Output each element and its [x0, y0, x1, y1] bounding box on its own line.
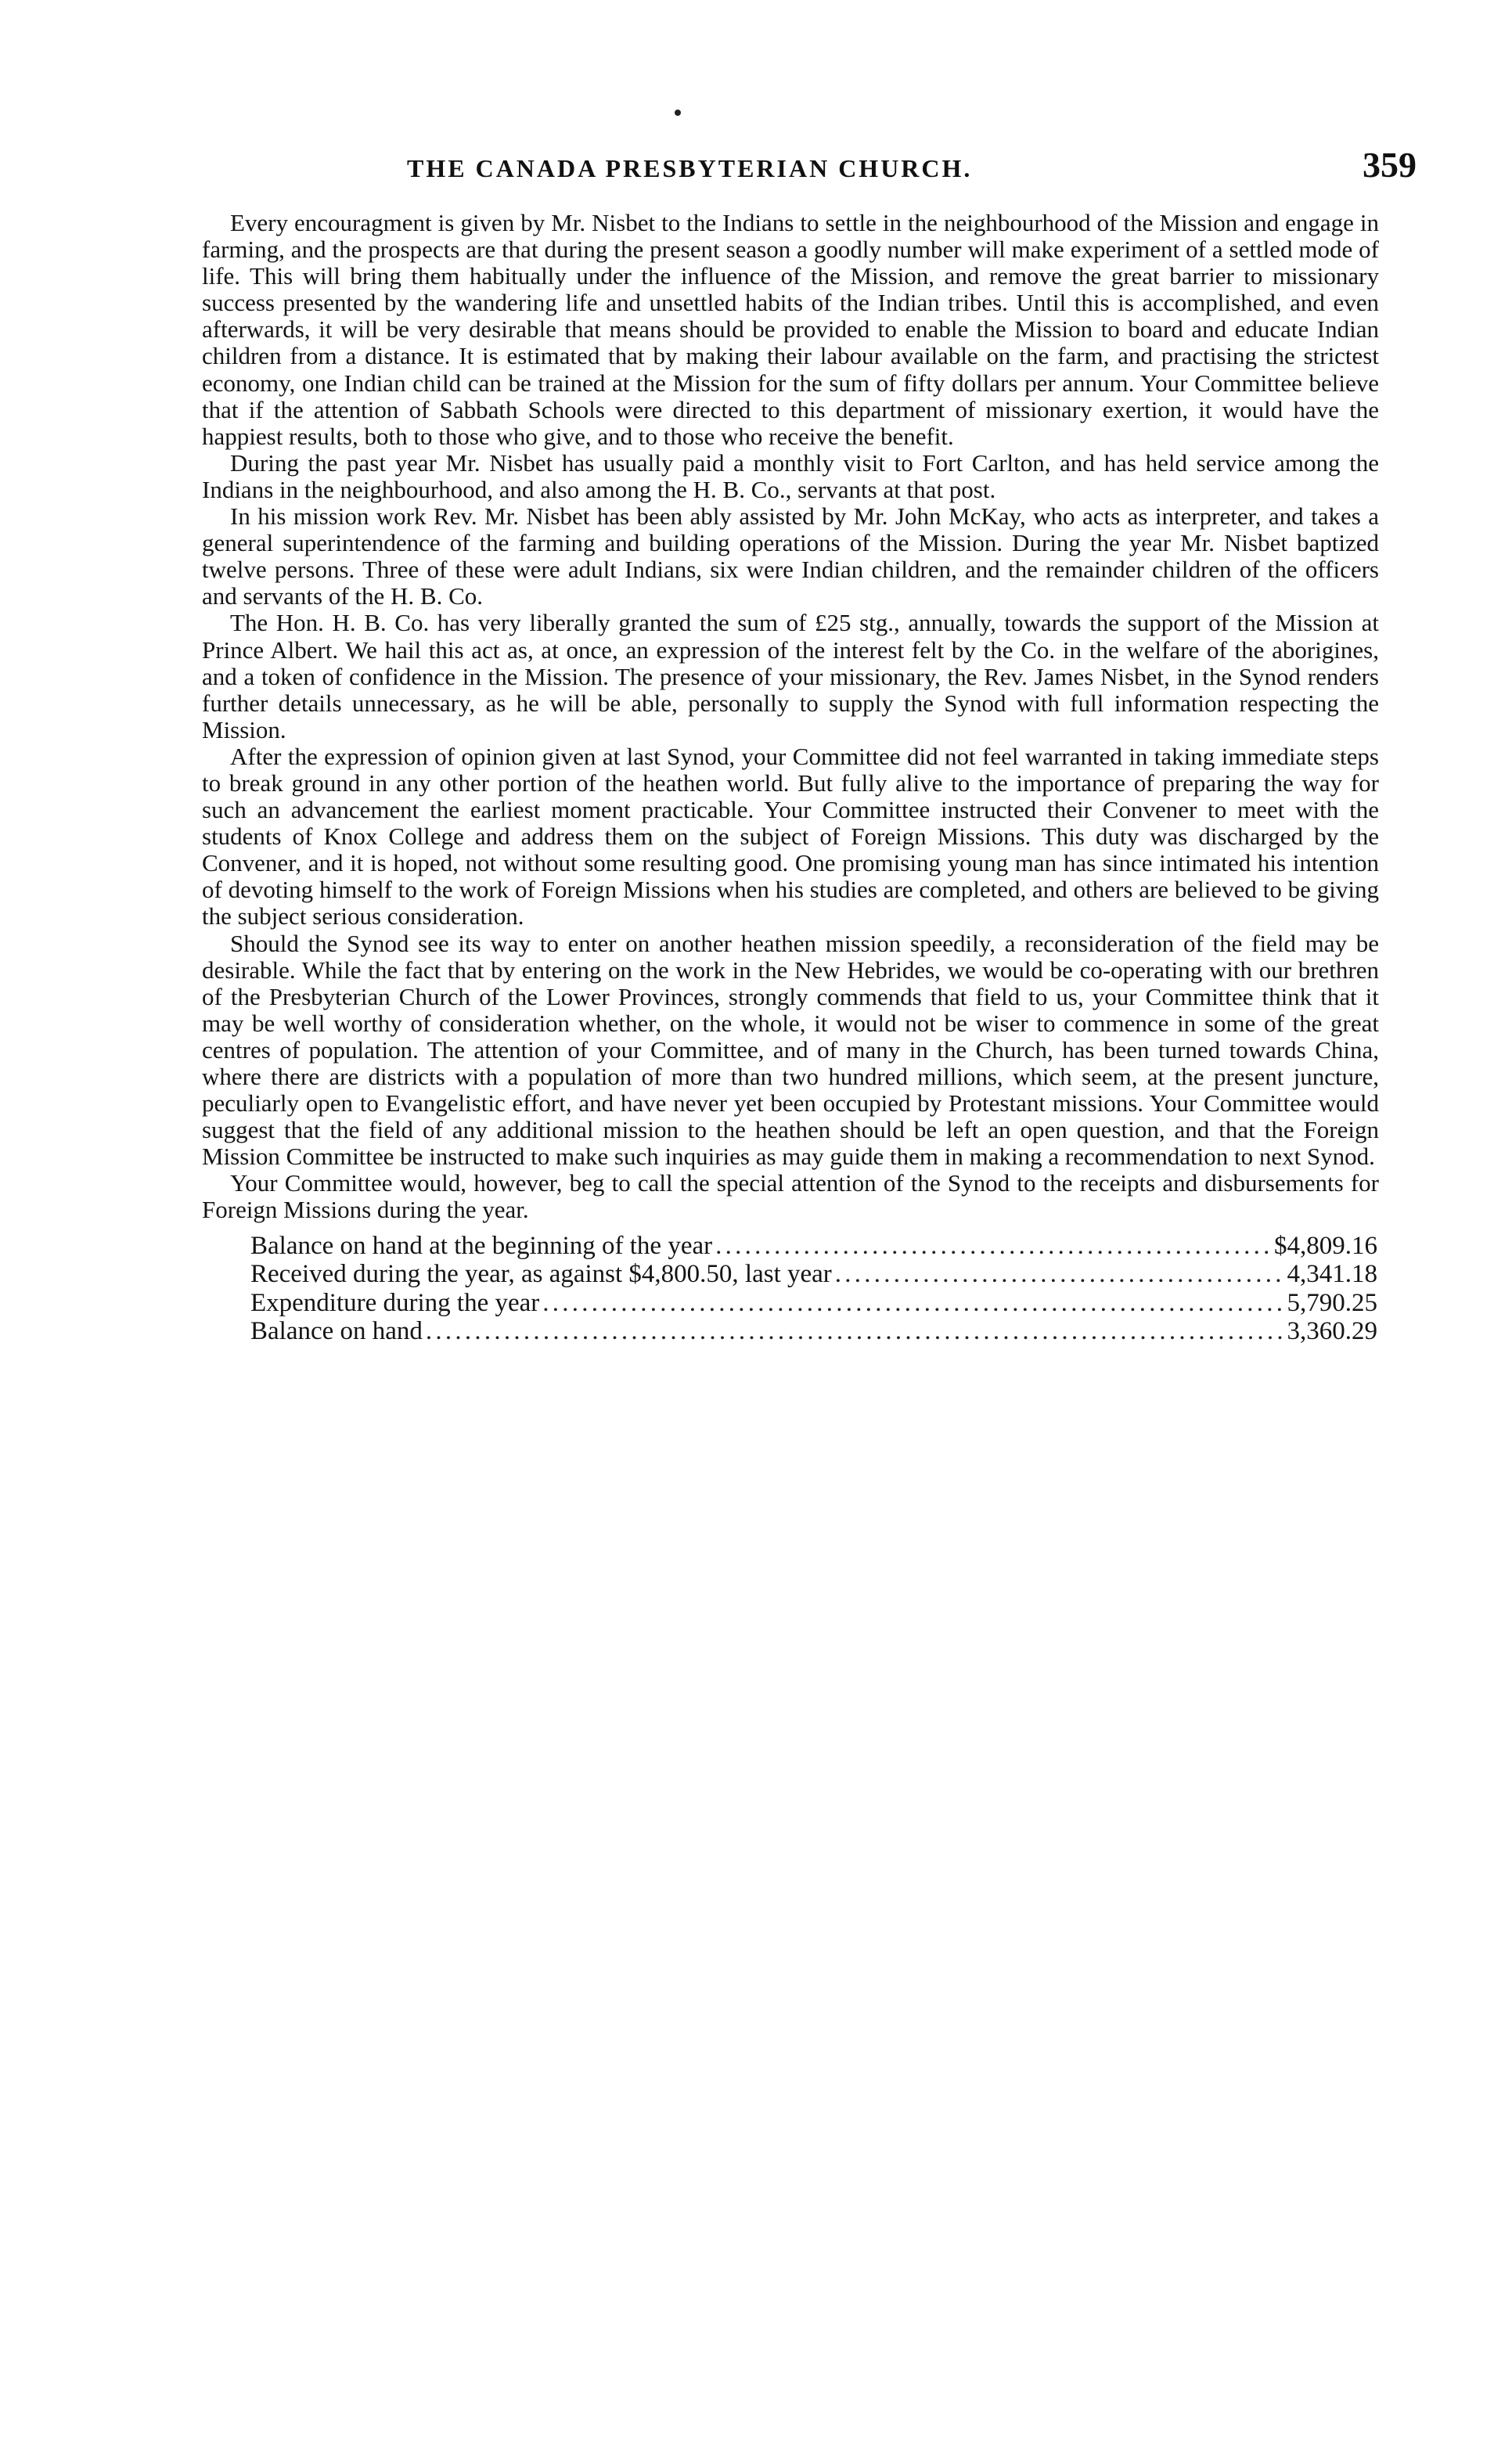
page-header	[407, 144, 1417, 194]
page-number: 359	[1363, 145, 1417, 185]
printer-mark	[675, 110, 681, 116]
paragraph: The Hon. H. B. Co. has very liberally granted the sum of £25 stg., annually, towards the support of the Mission at Prince Albert. We hail this act as, at once, an expression of the interest felt by the Co. in the welfare of the aborigines, and a token of confidence in the Mission. The presence of your missionary, the Rev. James Nisbet, in the Synod renders further details unnecessary, as he will be able, personally to supply the Synod with full information respecting the Mission.	[202, 609, 1379, 743]
paragraph: Your Committee would, however, beg to call the special attention of the Synod to the receipts and disbursements for Foreign Missions during the year.	[202, 1169, 1379, 1224]
accounts-ledger	[202, 1232, 1377, 1346]
ledger-amount: $4,809.16	[1274, 1231, 1377, 1260]
ledger-amount: 4,341.18	[1287, 1260, 1377, 1289]
paragraph: Should the Synod see its way to enter on another heathen mission speedily, a reconsideration of the field may be desirable. While the fact that by entering on the work in the New Hebrides, we would be co-operating with our brethren of the Presbyterian Church of the Lower Provinces, strongly commends that field to us, your Committee think that it may be well worthy of consideration whether, on the whole, it would not be wiser to commence in some of the great centres of population. The attention of your Committee, and of many in the Church, has been turned towards China, where there are districts with a population of more than two hundred millions, which seem, at the present juncture, peculiarly open to Evangelistic effort, and have never yet been occupied by Protestant missions. Your Committee would suggest that the field of any additional mission to the heathen should be left an open question, and that the Foreign Mission Committee be instructed to make such inquiries as may guide them in making a recommendation to next Synod.	[202, 929, 1379, 1171]
ledger-row	[250, 1260, 1377, 1289]
dot-leader	[542, 1289, 1283, 1318]
ledger-row	[250, 1289, 1377, 1318]
running-head: THE CANADA PRESBYTERIAN CHURCH.	[407, 154, 973, 182]
paragraph: Every encouragment is given by Mr. Nisbet to the Indians to settle in the neighbourhood of the Mission and engage in farming, and the prospects are that during the present season a goodly number will make experiment of a settled mode of life. This will bring them habitually under the influence of the Mission, and remove the great barrier to missionary success presented by the wandering life and unsettled habits of the Indian tribes. Until this is accomplished, and even afterwards, it will be very desirable that means should be provided to enable the Mission to board and educate Indian children from a distance. It is estimated that by making their labour available on the farm, and practising the strictest economy, one Indian child can be trained at the Mission for the sum of fifty dollars per annum. Your Committee believe that if the attention of Sabbath Schools were directed to this department of missionary exertion, it would have the happiest results, both to those who give, and to those who receive the benefit.	[202, 209, 1379, 450]
paragraph: During the past year Mr. Nisbet has usually paid a monthly visit to Fort Carlton, and has held service among the Indians in the neighbourhood, and also among the H. B. Co., servants at that post.	[202, 448, 1379, 503]
paragraph: In his mission work Rev. Mr. Nisbet has been ably assisted by Mr. John McKay, who acts as interpreter, and takes a general superintendence of the farming and building operations of the Mission. During the year Mr. Nisbet baptized twelve persons. Three of these were adult Indians, six were Indian children, and the remainder children of the officers and servants of the H. B. Co.	[202, 502, 1379, 610]
ledger-amount: 3,360.29	[1287, 1317, 1377, 1346]
ledger-label: Balance on hand at the beginning of the year	[250, 1231, 713, 1260]
ledger-amount: 5,790.25	[1287, 1288, 1377, 1317]
paragraph: After the expression of opinion given at last Synod, your Committee did not feel warranted in taking immediate steps to break ground in any other portion of the heathen world. But fully alive to the importance of preparing the way for such an advancement the earliest moment practicable. Your Committee instructed their Convener to meet with the students of Knox College and address them on the subject of Foreign Missions. This duty was discharged by the Convener, and it is hoped, not without some resulting good. One promising young man has since intimated his intention of devoting himself to the work of Foreign Missions when his studies are completed, and others are believed to be giving the subject serious consideration.	[202, 742, 1379, 930]
ledger-label: Expenditure during the year	[250, 1288, 540, 1317]
dot-leader	[426, 1317, 1284, 1346]
ledger-label: Balance on hand	[250, 1317, 423, 1346]
ledger-row	[250, 1317, 1377, 1346]
dot-leader	[715, 1232, 1271, 1261]
dot-leader	[835, 1260, 1284, 1289]
ledger-label: Received during the year, as against $4,800.50, last year	[250, 1260, 832, 1289]
ledger-row	[250, 1232, 1377, 1261]
body-text	[202, 210, 1379, 1346]
